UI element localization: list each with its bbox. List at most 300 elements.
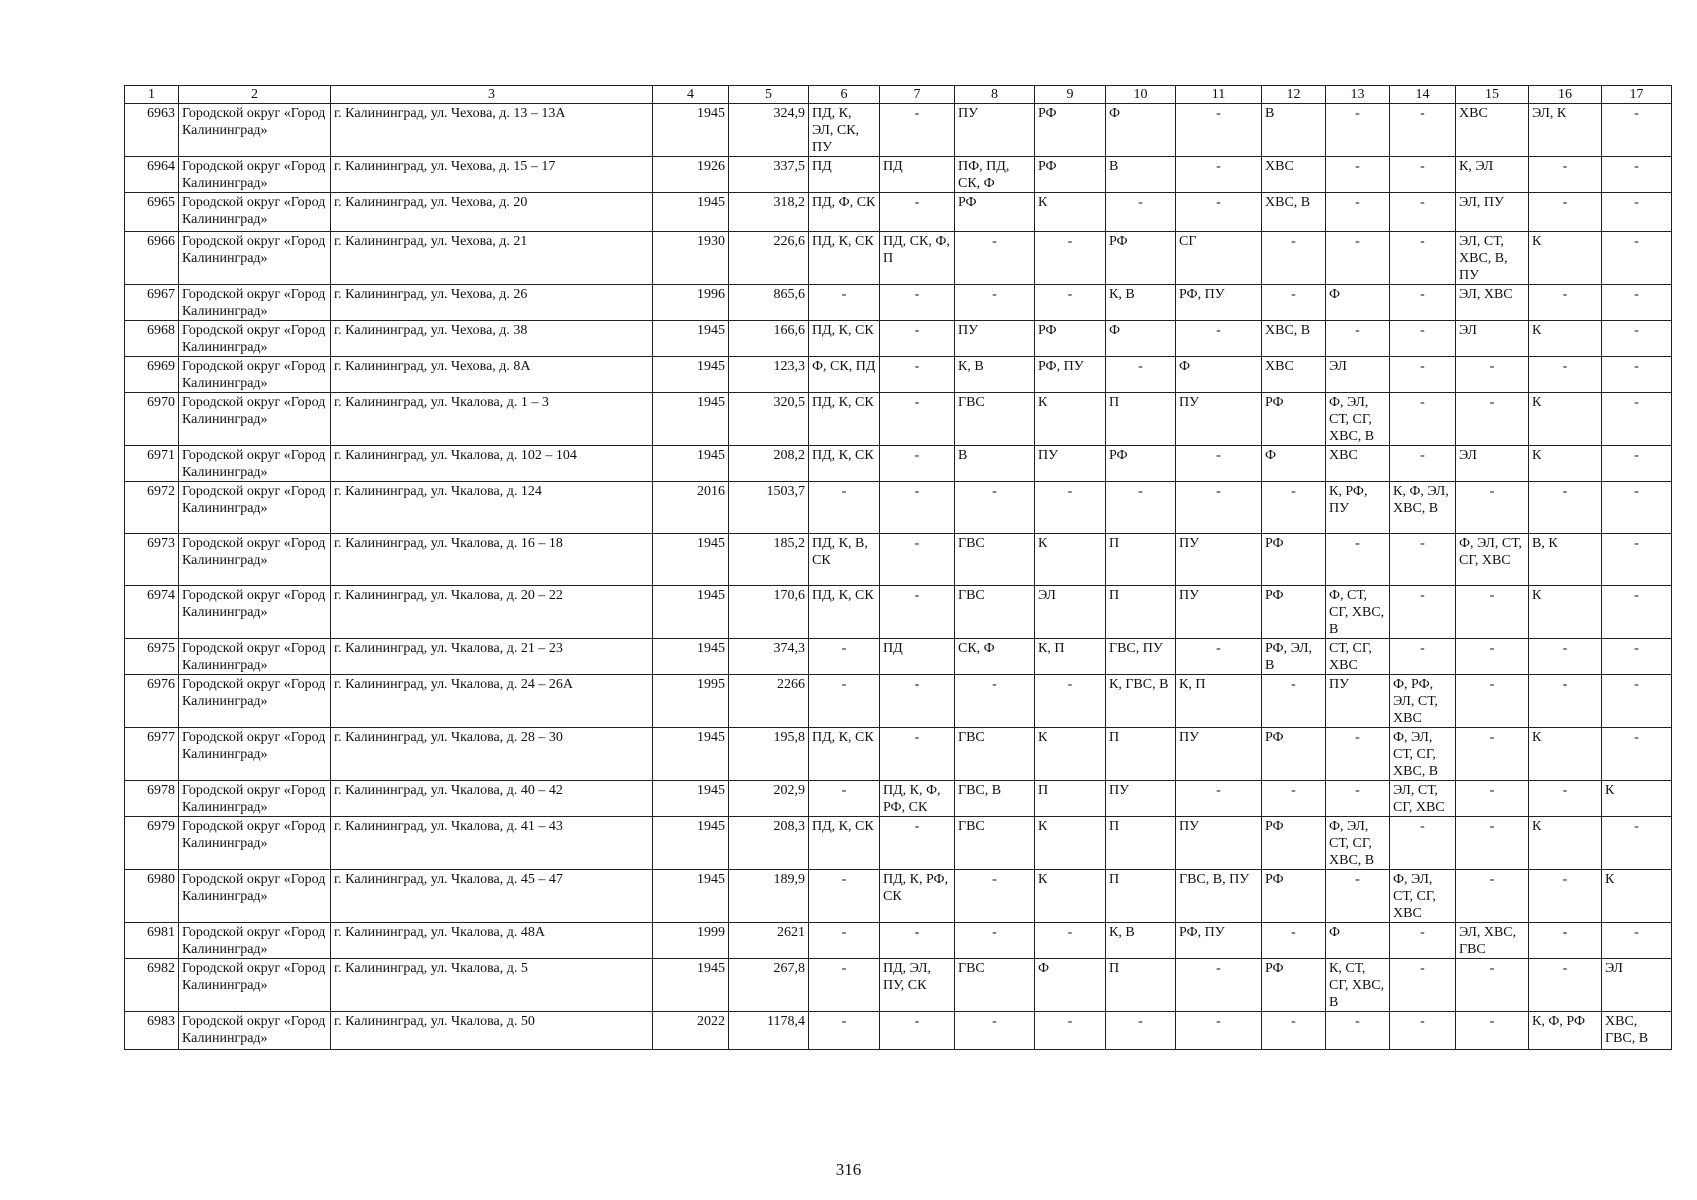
table-row [125,482,1672,534]
cell-col-10: - [1106,357,1176,393]
cell-address: г. Калининград, ул. Чкалова, д. 48А [331,923,653,959]
cell-col-10: К, В [1106,923,1176,959]
cell-col-8: В [955,446,1035,482]
cell-col-10: К, В [1106,285,1176,321]
cell-col-8: ГВС [955,393,1035,446]
cell-row-number: 6980 [125,870,179,923]
cell-col-15: - [1456,781,1529,817]
cell-col-7: - [880,675,955,728]
cell-col-13: Ф, ЭЛ, СТ, СГ, ХВС, В [1326,393,1390,446]
cell-col-17: К [1602,781,1672,817]
cell-col-6: - [809,285,880,321]
cell-year: 1945 [653,321,729,357]
cell-municipality: Городской округ «Город Калининград» [179,193,331,232]
table-row [125,728,1672,781]
cell-year: 1945 [653,357,729,393]
cell-col-10: - [1106,482,1176,534]
cell-col-13: - [1326,781,1390,817]
cell-col-6: ПД, К, СК [809,817,880,870]
cell-col-11: - [1176,781,1262,817]
cell-col-6: ПД, К, СК [809,446,880,482]
table-row [125,870,1672,923]
table-row [125,193,1672,232]
cell-col-14: - [1390,817,1456,870]
cell-address: г. Калининград, ул. Чехова, д. 21 [331,232,653,285]
cell-area: 202,9 [729,781,809,817]
cell-col-14: - [1390,586,1456,639]
cell-col-13: Ф, СТ, СГ, ХВС, В [1326,586,1390,639]
cell-row-number: 6982 [125,959,179,1012]
cell-col-14: Ф, ЭЛ, СТ, СГ, ХВС, В [1390,728,1456,781]
cell-col-10: - [1106,1012,1176,1050]
cell-col-16: - [1529,193,1602,232]
cell-col-6: - [809,1012,880,1050]
page-number: 316 [835,1160,862,1179]
column-header-2: 2 [179,86,331,104]
cell-col-11: - [1176,959,1262,1012]
cell-col-15: - [1456,817,1529,870]
cell-col-6: ПД, К, СК [809,586,880,639]
cell-area: 865,6 [729,285,809,321]
cell-col-15: - [1456,675,1529,728]
cell-municipality: Городской округ «Город Калининград» [179,817,331,870]
cell-address: г. Калининград, ул. Чехова, д. 13 – 13А [331,104,653,157]
cell-area: 170,6 [729,586,809,639]
cell-col-14: - [1390,959,1456,1012]
cell-col-12: РФ [1262,817,1326,870]
column-header-7: 7 [880,86,955,104]
cell-address: г. Калининград, ул. Чкалова, д. 1 – 3 [331,393,653,446]
cell-col-9: К, П [1035,639,1106,675]
column-header-16: 16 [1529,86,1602,104]
cell-col-13: Ф [1326,285,1390,321]
cell-year: 2022 [653,1012,729,1050]
cell-col-11: - [1176,482,1262,534]
register-table [124,85,1672,1050]
cell-area: 374,3 [729,639,809,675]
cell-municipality: Городской округ «Город Калининград» [179,639,331,675]
cell-col-8: ГВС [955,728,1035,781]
cell-col-7: ПД, К, РФ, СК [880,870,955,923]
cell-year: 1945 [653,193,729,232]
cell-row-number: 6970 [125,393,179,446]
cell-col-14: - [1390,534,1456,586]
cell-col-10: П [1106,393,1176,446]
cell-col-10: К, ГВС, В [1106,675,1176,728]
cell-col-11: ПУ [1176,534,1262,586]
cell-col-12: ХВС [1262,357,1326,393]
cell-col-12: РФ [1262,534,1326,586]
cell-col-9: К [1035,728,1106,781]
cell-address: г. Калининград, ул. Чехова, д. 8А [331,357,653,393]
cell-col-6: ПД, Ф, СК [809,193,880,232]
cell-col-11: - [1176,321,1262,357]
cell-col-12: - [1262,232,1326,285]
cell-col-8: - [955,675,1035,728]
cell-row-number: 6981 [125,923,179,959]
cell-col-8: ГВС [955,959,1035,1012]
cell-col-12: - [1262,1012,1326,1050]
cell-col-12: - [1262,285,1326,321]
cell-col-9: К [1035,870,1106,923]
cell-col-7: - [880,534,955,586]
cell-col-10: П [1106,586,1176,639]
cell-col-10: П [1106,959,1176,1012]
cell-col-17: - [1602,446,1672,482]
column-header-9: 9 [1035,86,1106,104]
cell-municipality: Городской округ «Город Калининград» [179,586,331,639]
cell-col-16: К [1529,232,1602,285]
cell-area: 318,2 [729,193,809,232]
cell-area: 2266 [729,675,809,728]
cell-col-15: ЭЛ, ХВС, ГВС [1456,923,1529,959]
table-row [125,446,1672,482]
cell-col-17: - [1602,157,1672,193]
cell-col-6: - [809,870,880,923]
cell-col-16: К, Ф, РФ [1529,1012,1602,1050]
cell-col-9: РФ [1035,157,1106,193]
cell-municipality: Городской округ «Город Калининград» [179,393,331,446]
cell-col-9: ЭЛ [1035,586,1106,639]
cell-col-16: К [1529,446,1602,482]
table-row [125,959,1672,1012]
cell-row-number: 6983 [125,1012,179,1050]
cell-area: 226,6 [729,232,809,285]
cell-col-17: - [1602,393,1672,446]
cell-col-8: ПФ, ПД, СК, Ф [955,157,1035,193]
cell-col-15: - [1456,1012,1529,1050]
cell-col-9: - [1035,285,1106,321]
cell-col-9: РФ, ПУ [1035,357,1106,393]
table-row [125,1012,1672,1050]
cell-year: 1945 [653,534,729,586]
cell-year: 1945 [653,104,729,157]
cell-year: 1930 [653,232,729,285]
cell-col-13: ЭЛ [1326,357,1390,393]
cell-col-6: ПД, К, В, СК [809,534,880,586]
cell-col-13: - [1326,104,1390,157]
cell-col-13: Ф, ЭЛ, СТ, СГ, ХВС, В [1326,817,1390,870]
cell-col-16: К [1529,321,1602,357]
column-header-14: 14 [1390,86,1456,104]
cell-area: 195,8 [729,728,809,781]
cell-col-15: - [1456,870,1529,923]
cell-municipality: Городской округ «Город Калининград» [179,446,331,482]
cell-col-6: - [809,639,880,675]
cell-col-16: - [1529,357,1602,393]
cell-col-11: РФ, ПУ [1176,923,1262,959]
cell-col-9: К [1035,534,1106,586]
cell-municipality: Городской округ «Город Калининград» [179,357,331,393]
cell-col-7: - [880,393,955,446]
cell-address: г. Калининград, ул. Чкалова, д. 20 – 22 [331,586,653,639]
cell-col-9: - [1035,232,1106,285]
cell-col-12: ХВС [1262,157,1326,193]
cell-col-10: ПУ [1106,781,1176,817]
cell-col-17: - [1602,675,1672,728]
cell-col-8: К, В [955,357,1035,393]
cell-year: 1995 [653,675,729,728]
cell-col-15: - [1456,959,1529,1012]
cell-col-6: - [809,781,880,817]
cell-col-16: К [1529,728,1602,781]
cell-col-15: - [1456,393,1529,446]
cell-col-8: - [955,232,1035,285]
cell-municipality: Городской округ «Город Калининград» [179,923,331,959]
cell-address: г. Калининград, ул. Чкалова, д. 50 [331,1012,653,1050]
table-row [125,534,1672,586]
cell-address: г. Калининград, ул. Чкалова, д. 40 – 42 [331,781,653,817]
cell-col-7: - [880,1012,955,1050]
cell-col-15: - [1456,357,1529,393]
cell-row-number: 6978 [125,781,179,817]
cell-col-10: П [1106,817,1176,870]
cell-col-14: - [1390,923,1456,959]
cell-col-17: - [1602,817,1672,870]
cell-col-11: - [1176,446,1262,482]
cell-col-14: - [1390,446,1456,482]
cell-col-14: - [1390,193,1456,232]
cell-col-7: - [880,321,955,357]
cell-col-16: - [1529,923,1602,959]
table-row [125,104,1672,157]
cell-col-11: - [1176,639,1262,675]
cell-year: 1945 [653,728,729,781]
cell-col-7: - [880,193,955,232]
cell-address: г. Калининград, ул. Чкалова, д. 21 – 23 [331,639,653,675]
cell-address: г. Калининград, ул. Чкалова, д. 41 – 43 [331,817,653,870]
cell-col-13: К, СТ, СГ, ХВС, В [1326,959,1390,1012]
cell-col-17: - [1602,639,1672,675]
cell-col-10: - [1106,193,1176,232]
cell-year: 1945 [653,870,729,923]
cell-col-15: ЭЛ [1456,321,1529,357]
cell-col-8: РФ [955,193,1035,232]
cell-row-number: 6972 [125,482,179,534]
cell-address: г. Калининград, ул. Чехова, д. 20 [331,193,653,232]
cell-col-17: - [1602,586,1672,639]
cell-year: 1945 [653,781,729,817]
cell-col-16: - [1529,285,1602,321]
cell-col-11: ПУ [1176,393,1262,446]
cell-col-9: К [1035,817,1106,870]
cell-row-number: 6968 [125,321,179,357]
cell-col-9: - [1035,675,1106,728]
cell-col-6: - [809,675,880,728]
cell-col-11: Ф [1176,357,1262,393]
cell-col-14: - [1390,357,1456,393]
cell-col-16: К [1529,817,1602,870]
cell-row-number: 6964 [125,157,179,193]
cell-col-6: ПД [809,157,880,193]
cell-col-7: - [880,285,955,321]
cell-address: г. Калининград, ул. Чехова, д. 38 [331,321,653,357]
cell-col-10: П [1106,728,1176,781]
table-row [125,781,1672,817]
cell-row-number: 6971 [125,446,179,482]
cell-col-8: - [955,870,1035,923]
cell-row-number: 6965 [125,193,179,232]
cell-row-number: 6974 [125,586,179,639]
cell-col-13: - [1326,193,1390,232]
cell-col-14: ЭЛ, СТ, СГ, ХВС [1390,781,1456,817]
table-body [125,104,1672,1050]
cell-address: г. Калининград, ул. Чкалова, д. 28 – 30 [331,728,653,781]
cell-col-14: - [1390,285,1456,321]
cell-col-6: ПД, К, ЭЛ, СК, ПУ [809,104,880,157]
cell-municipality: Городской округ «Город Калининград» [179,104,331,157]
cell-col-7: - [880,817,955,870]
cell-col-8: ГВС, В [955,781,1035,817]
cell-col-10: П [1106,534,1176,586]
cell-col-16: К [1529,586,1602,639]
cell-col-12: ХВС, В [1262,321,1326,357]
cell-area: 185,2 [729,534,809,586]
cell-col-6: - [809,482,880,534]
cell-col-17: - [1602,193,1672,232]
cell-col-9: ПУ [1035,446,1106,482]
cell-col-12: Ф [1262,446,1326,482]
cell-col-17: - [1602,285,1672,321]
cell-col-16: ЭЛ, К [1529,104,1602,157]
cell-address: г. Калининград, ул. Чкалова, д. 45 – 47 [331,870,653,923]
cell-col-17: К [1602,870,1672,923]
table-row [125,321,1672,357]
cell-row-number: 6975 [125,639,179,675]
cell-col-12: - [1262,923,1326,959]
cell-col-6: ПД, К, СК [809,321,880,357]
cell-year: 1996 [653,285,729,321]
cell-col-16: В, К [1529,534,1602,586]
cell-col-10: РФ [1106,232,1176,285]
cell-municipality: Городской округ «Город Калининград» [179,232,331,285]
cell-row-number: 6973 [125,534,179,586]
header-row [125,86,1672,104]
cell-col-6: - [809,923,880,959]
cell-col-17: - [1602,728,1672,781]
cell-col-12: В [1262,104,1326,157]
cell-col-11: - [1176,157,1262,193]
cell-col-9: РФ [1035,104,1106,157]
cell-col-17: - [1602,482,1672,534]
table-row [125,639,1672,675]
cell-address: г. Калининград, ул. Чкалова, д. 24 – 26А [331,675,653,728]
cell-row-number: 6977 [125,728,179,781]
column-header-5: 5 [729,86,809,104]
cell-row-number: 6963 [125,104,179,157]
cell-col-8: - [955,285,1035,321]
cell-col-14: - [1390,1012,1456,1050]
cell-col-12: - [1262,781,1326,817]
cell-col-11: ПУ [1176,728,1262,781]
table-row [125,285,1672,321]
cell-col-17: - [1602,357,1672,393]
cell-col-8: ПУ [955,321,1035,357]
cell-col-12: РФ [1262,959,1326,1012]
cell-area: 1503,7 [729,482,809,534]
cell-municipality: Городской округ «Город Калининград» [179,1012,331,1050]
table-row [125,393,1672,446]
cell-col-11: СГ [1176,232,1262,285]
cell-col-14: - [1390,157,1456,193]
cell-col-14: К, Ф, ЭЛ, ХВС, В [1390,482,1456,534]
cell-col-16: - [1529,675,1602,728]
cell-col-17: - [1602,104,1672,157]
cell-col-6: Ф, СК, ПД [809,357,880,393]
cell-col-7: - [880,357,955,393]
cell-row-number: 6979 [125,817,179,870]
cell-col-9: РФ [1035,321,1106,357]
cell-col-8: ГВС [955,586,1035,639]
cell-col-17: ХВС, ГВС, В [1602,1012,1672,1050]
cell-col-9: К [1035,393,1106,446]
cell-col-9: П [1035,781,1106,817]
cell-row-number: 6966 [125,232,179,285]
cell-col-15: - [1456,482,1529,534]
cell-col-7: ПД [880,157,955,193]
cell-year: 1945 [653,817,729,870]
cell-col-10: ГВС, ПУ [1106,639,1176,675]
table-row [125,817,1672,870]
cell-col-14: - [1390,639,1456,675]
column-header-3: 3 [331,86,653,104]
cell-col-14: - [1390,321,1456,357]
cell-col-14: - [1390,232,1456,285]
cell-col-17: - [1602,534,1672,586]
cell-address: г. Калининград, ул. Чехова, д. 15 – 17 [331,157,653,193]
cell-municipality: Городской округ «Город Калининград» [179,959,331,1012]
column-header-10: 10 [1106,86,1176,104]
cell-area: 166,6 [729,321,809,357]
cell-col-8: ПУ [955,104,1035,157]
cell-col-13: - [1326,1012,1390,1050]
cell-col-16: - [1529,870,1602,923]
cell-address: г. Калининград, ул. Чкалова, д. 102 – 104 [331,446,653,482]
cell-col-15: - [1456,586,1529,639]
cell-col-15: ЭЛ [1456,446,1529,482]
cell-col-8: ГВС [955,534,1035,586]
cell-col-10: Ф [1106,104,1176,157]
cell-col-13: ХВС [1326,446,1390,482]
cell-col-14: - [1390,393,1456,446]
cell-col-11: РФ, ПУ [1176,285,1262,321]
cell-col-13: - [1326,157,1390,193]
cell-col-7: - [880,482,955,534]
cell-area: 208,3 [729,817,809,870]
cell-col-14: Ф, РФ, ЭЛ, СТ, ХВС [1390,675,1456,728]
cell-col-16: - [1529,157,1602,193]
cell-col-9: - [1035,923,1106,959]
cell-col-12: РФ [1262,393,1326,446]
cell-area: 2621 [729,923,809,959]
column-header-11: 11 [1176,86,1262,104]
cell-col-12: - [1262,482,1326,534]
cell-col-13: ПУ [1326,675,1390,728]
cell-address: г. Калининград, ул. Чкалова, д. 5 [331,959,653,1012]
cell-municipality: Городской округ «Город Калининград» [179,482,331,534]
cell-col-7: - [880,728,955,781]
column-header-12: 12 [1262,86,1326,104]
cell-col-12: ХВС, В [1262,193,1326,232]
cell-col-8: - [955,923,1035,959]
column-header-4: 4 [653,86,729,104]
cell-col-10: П [1106,870,1176,923]
cell-col-17: - [1602,321,1672,357]
cell-address: г. Калининград, ул. Чкалова, д. 124 [331,482,653,534]
cell-col-8: СК, Ф [955,639,1035,675]
column-header-1: 1 [125,86,179,104]
cell-col-10: Ф [1106,321,1176,357]
